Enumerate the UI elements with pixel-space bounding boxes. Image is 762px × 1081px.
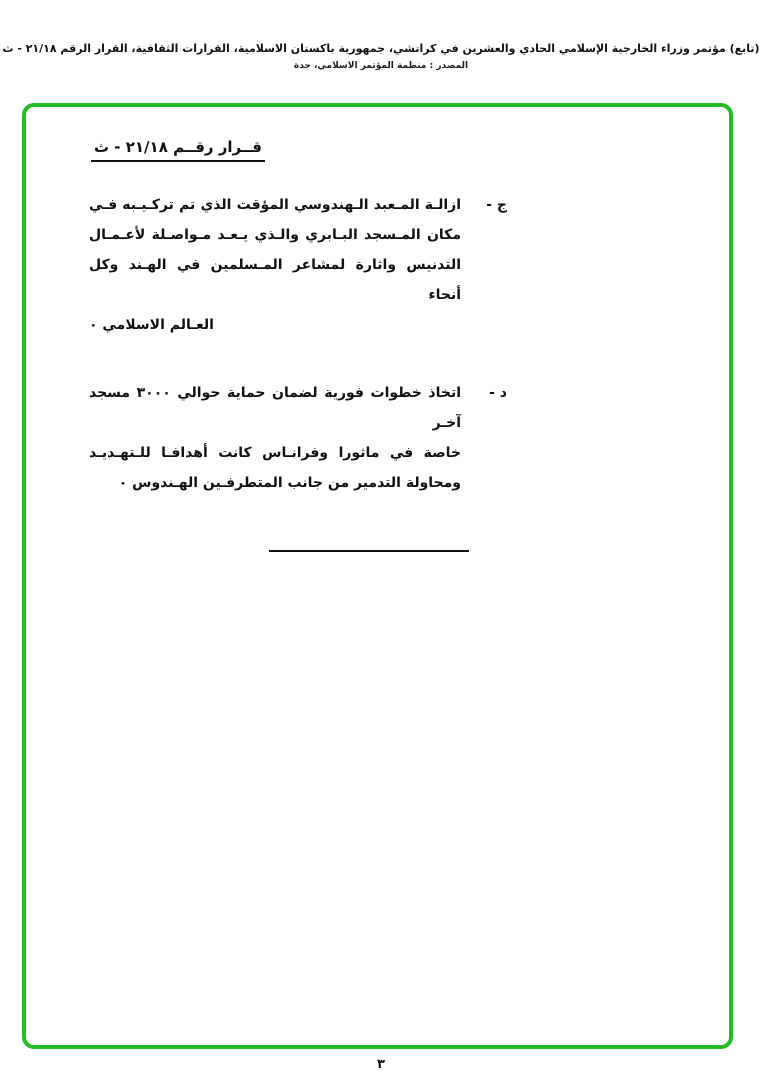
clause-j-line-3: التدنيس واثارة لمشاعر المـسلمين في الهـند وكل أنحاء <box>89 257 461 303</box>
clause-d-line-1: اتخاذ خطوات فورية لضمان حماية حوالي ٣٠٠٠ مسجد آخـر <box>89 385 461 431</box>
clause-d-marker: د - <box>489 385 507 401</box>
section-divider <box>269 550 469 552</box>
clause-d-line-3: ومحاولة التدمير من جانب المتطرفـين الهـندوس ٠ <box>118 475 461 491</box>
page-number: ٣ <box>377 1057 385 1072</box>
clause-d-line-2: خاصة في ماثورا وفرانـاس كانت أهدافـا للـتهـديـد <box>89 445 461 461</box>
resolution-title: قــرار رقــم ٢١/١٨ - ث <box>91 138 265 162</box>
header-title-line: (تابع) مؤتمر وزراء الخارجية الإسلامي الحادي والعشرين في كراتشي، جمهورية باكستان الاسلامية، القرارات الثقافية، القرار الرقم ٢١/١٨ - ث <box>2 42 760 55</box>
clause-d <box>89 378 509 498</box>
clause-j-line-2: مكان المـسجد البـابري والـذي يـعـد مـواصـلة لأعـمـال <box>89 227 461 243</box>
header-source-line: المصدر : منظمة المؤتمر الاسلامي، جدة <box>293 61 469 71</box>
resolution-title-row <box>91 137 509 162</box>
document-header <box>0 42 762 71</box>
clause-j-marker: ج - <box>486 197 507 213</box>
clause-j-line-4: العـالم الاسلامي ٠ <box>89 317 214 333</box>
clause-j <box>89 190 509 340</box>
resolution-body <box>89 137 509 552</box>
clause-j-line-1: ازالـة المـعبد الـهندوسي المؤقت الذي تم تركـيـبه فـي <box>89 197 461 213</box>
green-content-frame <box>22 103 733 1049</box>
